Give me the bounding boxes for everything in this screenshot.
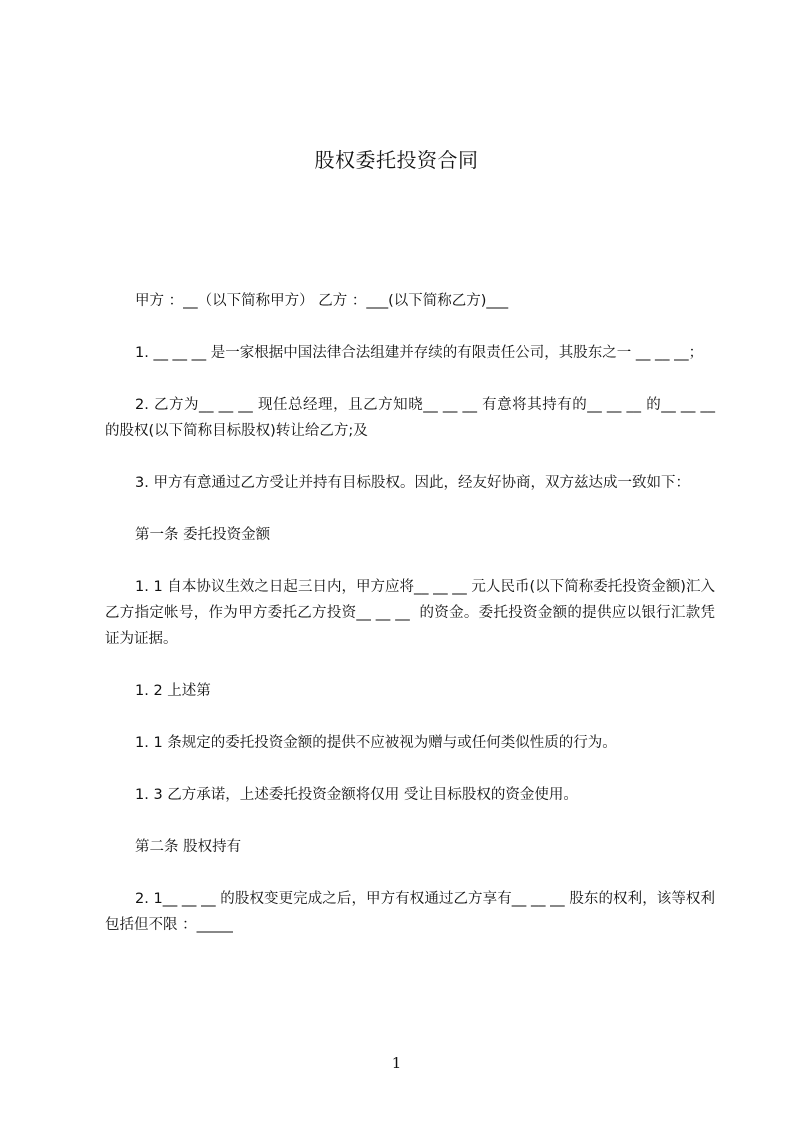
document-title: 股权委托投资合同 [314, 148, 479, 172]
clause-1-1: 1. 1 自本协议生效之日起三日内，甲方应将__ __ __ 元人民币(以下简称委托投资金额)汇入乙方指定帐号，作为甲方委托乙方投资__ __ __ 的资金。委托投资金额的提供应以银行汇款凭证为证据。 [105, 579, 715, 647]
document-body [105, 288, 725, 964]
clause-1-1-continued: 1. 1 条规定的委托投资金额的提供不应被视为赠与或任何类似性质的行为。 [135, 735, 617, 751]
recital-paragraph-1: 1. __ __ __ 是一家根据中国法律合法组建并存续的有限责任公司，其股东之一 __ __ __； [135, 345, 704, 361]
clause-1-2: 1. 2 上述第 [135, 683, 211, 699]
clause-2-1: 2. 1__ __ __ 的股权变更完成之后，甲方有权通过乙方享有__ __ __ 股东的权利，该等权利包括但不限 ：_____ [105, 891, 715, 933]
clause-1-3: 1. 3 乙方承诺，上述委托投资金额将仅用 受让目标股权的资金使用。 [135, 787, 578, 803]
recital-paragraph-2: 2. 乙方为__ __ __ 现任总经理，且乙方知晓__ __ __ 有意将其持有的__ __ __ 的__ __ __ 的股权(以下简称目标股权)转让给乙方;及 [105, 397, 725, 439]
article-1-heading: 第一条 委托投资金额 [135, 527, 271, 543]
page-number: 1 [391, 1054, 402, 1072]
parties-paragraph: 甲方 ：__（以下简称甲方） 乙方 ：___(以下简称乙方)___ [135, 293, 509, 309]
recital-paragraph-3: 3. 甲方有意通过乙方受让并持有目标股权。因此，经友好协商，双方兹达成一致如下： [135, 475, 690, 491]
article-2-heading: 第二条 股权持有 [135, 839, 242, 855]
